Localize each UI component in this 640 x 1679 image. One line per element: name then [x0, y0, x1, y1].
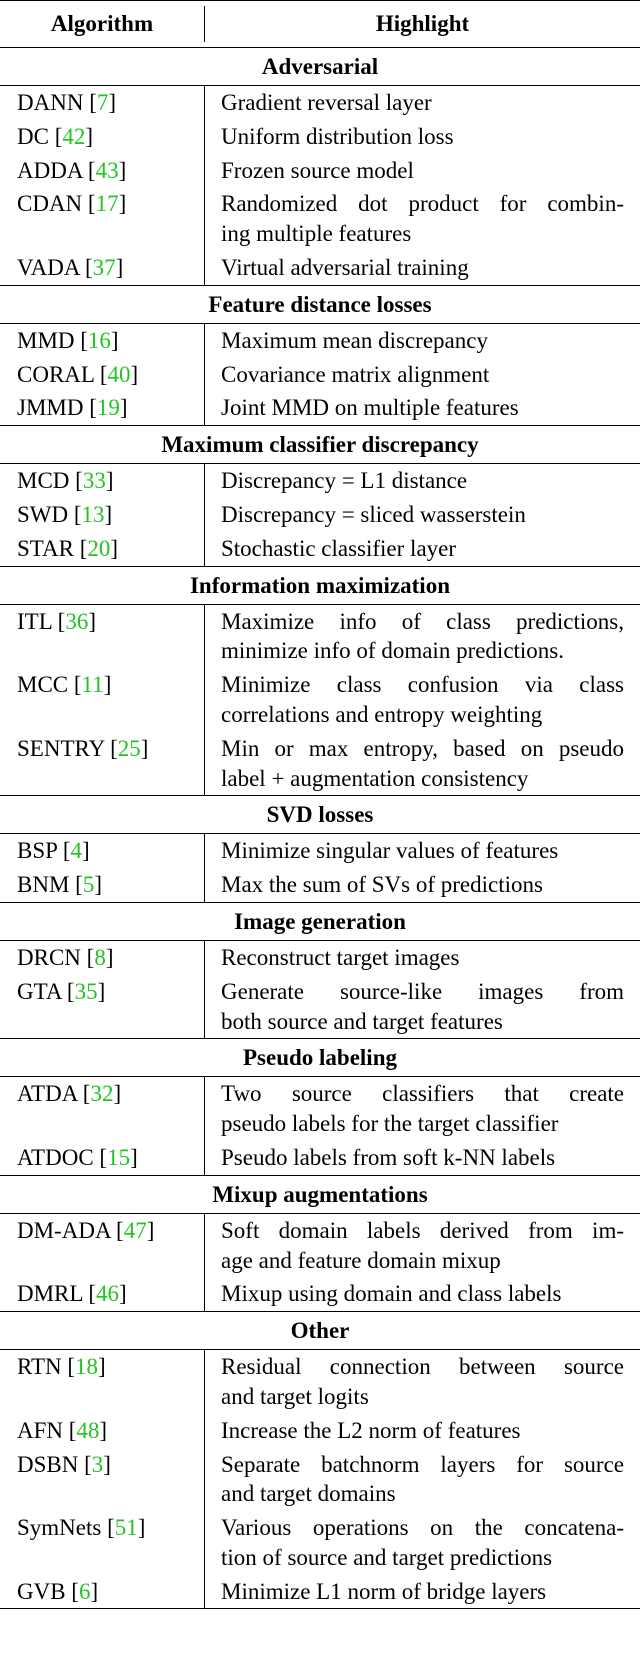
highlight-line: tion of source and target predictions	[221, 1544, 553, 1570]
highlight-line: and target domains	[221, 1481, 396, 1507]
algorithm-cell	[0, 1575, 205, 1609]
algorithm-name	[17, 1079, 204, 1109]
citation-bracket: ]	[118, 157, 127, 183]
citation-bracket: ]	[110, 535, 119, 561]
citation-bracket: ]	[108, 90, 117, 115]
highlight-cell	[205, 324, 640, 358]
section-title: Image generation	[234, 908, 406, 934]
citation-link[interactable]: 47	[123, 1217, 147, 1243]
highlight-cell	[205, 498, 640, 532]
algorithm-cell	[0, 358, 205, 392]
citation-bracket: ]	[130, 1144, 138, 1170]
algorithm-name	[17, 253, 204, 283]
citation-bracket: ]	[115, 254, 124, 280]
highlight-cell	[205, 975, 640, 1039]
table-row	[0, 187, 640, 251]
algorithm-cell	[0, 187, 205, 251]
algorithm-name	[17, 870, 204, 900]
highlight-cell	[205, 154, 640, 188]
highlight-line: Minimize class confusion via class	[221, 672, 624, 698]
algorithm-label: ATDA [	[17, 1081, 91, 1107]
algorithm-name	[17, 1216, 204, 1246]
algorithm-name	[17, 156, 204, 186]
citation-bracket: ]	[94, 872, 102, 898]
algorithm-label: GTA [	[17, 978, 75, 1004]
highlight-cell	[205, 532, 640, 566]
citation-link[interactable]: 20	[87, 535, 111, 561]
highlight-line: Max the sum of SVs of predictions	[221, 872, 543, 898]
algorithm-cell	[0, 732, 205, 796]
algorithm-cell	[0, 1511, 205, 1575]
highlight-cell	[205, 187, 640, 251]
highlight-cell	[205, 834, 640, 868]
algorithm-cell	[0, 1448, 205, 1512]
highlight-line: and target logits	[221, 1383, 369, 1409]
citation-bracket: ]	[88, 608, 96, 634]
algorithm-name	[17, 607, 204, 637]
citation-link[interactable]: 15	[107, 1144, 131, 1170]
citation-bracket: ]	[103, 672, 112, 698]
highlight-cell	[205, 941, 640, 975]
algorithm-cell	[0, 532, 205, 566]
highlight-line: Gradient reversal layer	[221, 90, 432, 115]
algorithm-name	[17, 88, 204, 118]
algorithm-name	[17, 1279, 204, 1309]
citation-bracket: ]	[119, 395, 128, 421]
algorithm-label: DM-ADA [	[17, 1217, 124, 1243]
highlight-line: Covariance matrix alignment	[221, 361, 490, 387]
highlight-line: minimize info of domain predictions.	[221, 638, 565, 664]
citation-link[interactable]: 33	[82, 468, 106, 494]
highlight-line: Maximize info of class predictions,	[221, 608, 624, 634]
algorithm-name	[17, 1143, 204, 1173]
highlight-cell	[205, 1511, 640, 1575]
section-title: Mixup augmentations	[212, 1181, 428, 1207]
algorithm-label: MMD [	[17, 327, 88, 353]
algorithm-name	[17, 1416, 204, 1446]
algorithm-cell	[0, 975, 205, 1039]
highlight-cell	[205, 1077, 640, 1141]
citation-link[interactable]: 48	[76, 1417, 100, 1443]
citation-bracket: ]	[98, 1354, 106, 1380]
highlight-cell	[205, 605, 640, 669]
highlight-cell	[205, 1141, 640, 1175]
highlight-line: Two source classifiers that create	[221, 1081, 624, 1107]
highlight-line: age and feature domain mixup	[221, 1247, 501, 1273]
highlight-cell	[205, 1448, 640, 1512]
algorithm-cell	[0, 154, 205, 188]
algorithm-cell	[0, 1414, 205, 1448]
citation-bracket: ]	[130, 361, 139, 387]
citation-link[interactable]: 40	[107, 361, 131, 387]
algorithm-cell	[0, 1350, 205, 1414]
highlight-cell	[205, 358, 640, 392]
section-title: Information maximization	[189, 572, 450, 598]
highlight-cell	[205, 86, 640, 120]
table-header	[0, 1, 640, 47]
algorithm-cell	[0, 464, 205, 498]
algorithm-label: VADA [	[17, 254, 93, 280]
highlight-line: Increase the L2 norm of features	[221, 1417, 521, 1443]
highlight-cell	[205, 1214, 640, 1278]
algorithm-label: STAR [	[17, 535, 88, 561]
highlight-line: Maximum mean discrepancy	[221, 327, 488, 353]
citation-link[interactable]: 5	[82, 872, 95, 898]
citation-bracket: ]	[81, 838, 90, 864]
highlight-line: Randomized dot product for combin-	[221, 191, 624, 217]
citation-bracket: ]	[85, 123, 94, 149]
algorithm-label: JMMD [	[17, 395, 97, 421]
algorithm-cell	[0, 1141, 205, 1175]
algorithm-name	[17, 977, 204, 1007]
highlight-cell	[205, 120, 640, 154]
highlight-line: Virtual adversarial training	[221, 254, 469, 280]
table-row	[0, 1077, 640, 1141]
table-row	[0, 391, 640, 425]
highlight-cell	[205, 1350, 640, 1414]
citation-link[interactable]: 8	[94, 944, 106, 970]
citation-link[interactable]: 19	[96, 395, 120, 421]
highlight-line: Residual connection between source	[221, 1354, 624, 1380]
highlight-cell	[205, 251, 640, 285]
highlight-line: ing multiple features	[221, 221, 412, 247]
citation-link[interactable]: 37	[92, 254, 116, 280]
algorithm-cell	[0, 834, 205, 868]
table-row	[0, 1414, 640, 1448]
highlight-line: Reconstruct target images	[221, 944, 460, 970]
algorithm-label: RTN [	[17, 1354, 76, 1380]
citation-link[interactable]: 18	[75, 1354, 99, 1380]
section-title: Feature distance losses	[208, 291, 432, 317]
table-row	[0, 251, 640, 285]
citation-link[interactable]: 32	[90, 1081, 114, 1107]
table-row	[0, 324, 640, 358]
citation-bracket: ]	[146, 1217, 155, 1243]
citation-link[interactable]: 16	[87, 327, 111, 353]
table-row	[0, 154, 640, 188]
algorithm-name	[17, 500, 204, 530]
algorithm-label: DRCN [	[17, 944, 95, 970]
highlight-line: Various operations on the concatena-	[221, 1515, 624, 1541]
highlight-line: correlations and entropy weighting	[221, 701, 543, 727]
table-row	[0, 1277, 640, 1311]
algorithm-label: DSBN [	[17, 1451, 92, 1477]
algorithm-name	[17, 534, 204, 564]
highlight-line: Pseudo labels from soft k-NN labels	[221, 1144, 556, 1170]
algorithm-name	[17, 189, 204, 219]
algorithm-label: DMRL [	[17, 1281, 97, 1307]
table-row	[0, 498, 640, 532]
highlight-line: label + augmentation consistency	[221, 765, 529, 791]
table-row	[0, 86, 640, 120]
citation-bracket: ]	[110, 327, 119, 353]
highlight-cell	[205, 391, 640, 425]
highlight-line: Generate source-like images from	[221, 978, 624, 1004]
algorithm-cell	[0, 668, 205, 732]
table-body	[0, 47, 640, 1609]
section-title: SVD losses	[266, 802, 374, 828]
table-row	[0, 834, 640, 868]
highlight-cell	[205, 1277, 640, 1311]
algorithm-name	[17, 326, 204, 356]
highlight-line: Frozen source model	[221, 157, 414, 183]
algorithm-cell	[0, 120, 205, 154]
table-row	[0, 605, 640, 669]
algorithm-label: DANN [	[17, 90, 97, 115]
highlight-cell	[205, 668, 640, 732]
algorithm-name	[17, 670, 204, 700]
highlight-line: Minimize L1 norm of bridge layers	[221, 1578, 547, 1604]
algorithm-label: ITL [	[17, 608, 66, 634]
algorithm-label: ATDOC [	[17, 1144, 108, 1170]
algorithm-name	[17, 1352, 204, 1382]
algorithm-name	[17, 393, 204, 423]
highlight-line: Uniform distribution loss	[221, 123, 454, 149]
algorithm-name	[17, 734, 204, 764]
section-title: Other	[290, 1318, 350, 1344]
citation-bracket: ]	[113, 1081, 122, 1107]
algorithm-label: CDAN [	[17, 191, 96, 217]
algorithm-cell	[0, 941, 205, 975]
bottom-rule	[0, 1608, 640, 1609]
algorithm-label: GVB [	[17, 1578, 79, 1604]
algorithm-cell	[0, 1277, 205, 1311]
algorithm-label: MCD [	[17, 468, 83, 494]
highlight-line: pseudo labels for the target classifier	[221, 1111, 559, 1137]
algorithm-label: CORAL [	[17, 361, 108, 387]
algorithm-name	[17, 836, 204, 866]
citation-bracket: ]	[90, 1578, 99, 1604]
algorithm-label: MCC [	[17, 672, 82, 698]
highlight-cell	[205, 868, 640, 902]
table-row	[0, 975, 640, 1039]
algorithm-label: SWD [	[17, 501, 82, 527]
algorithm-cell	[0, 251, 205, 285]
algorithm-cell	[0, 324, 205, 358]
algorithm-cell	[0, 86, 205, 120]
citation-link[interactable]: 43	[95, 157, 119, 183]
algorithm-name	[17, 466, 204, 496]
algorithm-cell	[0, 1214, 205, 1278]
highlight-line: Mixup using domain and class labels	[221, 1281, 562, 1307]
citation-link[interactable]: 17	[95, 191, 119, 217]
section-title: Pseudo labeling	[242, 1045, 397, 1071]
table-row	[0, 1141, 640, 1175]
highlight-line: Min or max entropy, based on pseudo	[221, 735, 624, 761]
algorithm-name	[17, 943, 204, 973]
citation-bracket: ]	[105, 468, 114, 494]
citation-bracket: ]	[119, 1281, 127, 1307]
highlight-cell	[205, 732, 640, 796]
citation-link[interactable]: 35	[74, 978, 98, 1004]
table-row	[0, 1350, 640, 1414]
section-title: Maximum classifier discrepancy	[161, 432, 479, 458]
citation-bracket: ]	[97, 978, 106, 1004]
highlight-line: Discrepancy = L1 distance	[221, 468, 468, 494]
citation-bracket: ]	[140, 735, 149, 761]
citation-link[interactable]: 46	[96, 1281, 120, 1307]
algorithm-label: ADDA [	[17, 157, 96, 183]
header-algorithm: Algorithm	[0, 6, 205, 42]
table-row	[0, 532, 640, 566]
highlight-line: Soft domain labels derived from im-	[221, 1217, 624, 1243]
algorithm-name	[17, 360, 204, 390]
algorithm-name	[17, 1450, 204, 1480]
algorithm-label: BSP [	[17, 838, 71, 864]
citation-bracket: ]	[104, 501, 113, 527]
algorithm-label: DC [	[17, 123, 63, 149]
highlight-line: Discrepancy = sliced wasserstein	[221, 501, 526, 527]
highlight-cell	[205, 464, 640, 498]
table-row	[0, 732, 640, 796]
citation-bracket: ]	[105, 944, 114, 970]
highlight-cell	[205, 1575, 640, 1609]
header-highlight: Highlight	[375, 11, 470, 36]
table-row	[0, 1214, 640, 1278]
citation-link[interactable]: 25	[117, 735, 141, 761]
algorithm-label: SymNets [	[17, 1515, 115, 1541]
algorithm-cell	[0, 605, 205, 669]
table-row	[0, 868, 640, 902]
citation-link[interactable]: 4	[70, 838, 82, 864]
highlight-line: Stochastic classifier layer	[221, 535, 457, 561]
algorithm-cell	[0, 1077, 205, 1141]
citation-bracket: ]	[99, 1417, 108, 1443]
citation-link[interactable]: 7	[96, 90, 109, 115]
table-row	[0, 668, 640, 732]
section-title: Adversarial	[261, 54, 379, 79]
table-row	[0, 1448, 640, 1512]
algorithm-name	[17, 1577, 204, 1607]
citation-bracket: ]	[118, 191, 127, 217]
citation-bracket: ]	[137, 1515, 146, 1541]
citation-link[interactable]: 36	[65, 608, 89, 634]
table-row	[0, 941, 640, 975]
table-row	[0, 464, 640, 498]
highlight-line: Minimize singular values of features	[221, 838, 559, 864]
citation-link[interactable]: 51	[114, 1515, 138, 1541]
highlight-line: Separate batchnorm layers for source	[221, 1451, 624, 1477]
citation-link[interactable]: 13	[81, 501, 105, 527]
algorithm-name	[17, 1513, 204, 1543]
citation-link[interactable]: 11	[81, 672, 104, 698]
table-row	[0, 1511, 640, 1575]
highlight-cell	[205, 1414, 640, 1448]
algorithm-label: SENTRY [	[17, 735, 118, 761]
algorithm-cell	[0, 391, 205, 425]
algorithm-cell	[0, 868, 205, 902]
table-row	[0, 120, 640, 154]
algorithm-label: BNM [	[17, 872, 83, 898]
table-row	[0, 1575, 640, 1609]
algorithm-cell	[0, 498, 205, 532]
citation-link[interactable]: 3	[91, 1451, 104, 1477]
citation-bracket: ]	[103, 1451, 111, 1477]
citation-link[interactable]: 42	[62, 123, 86, 149]
highlight-line: Joint MMD on multiple features	[221, 395, 519, 421]
highlight-line: both source and target features	[221, 1008, 503, 1034]
table-row	[0, 358, 640, 392]
algorithm-label: AFN [	[17, 1417, 77, 1443]
citation-link[interactable]: 6	[78, 1578, 91, 1604]
algorithm-name	[17, 122, 204, 152]
